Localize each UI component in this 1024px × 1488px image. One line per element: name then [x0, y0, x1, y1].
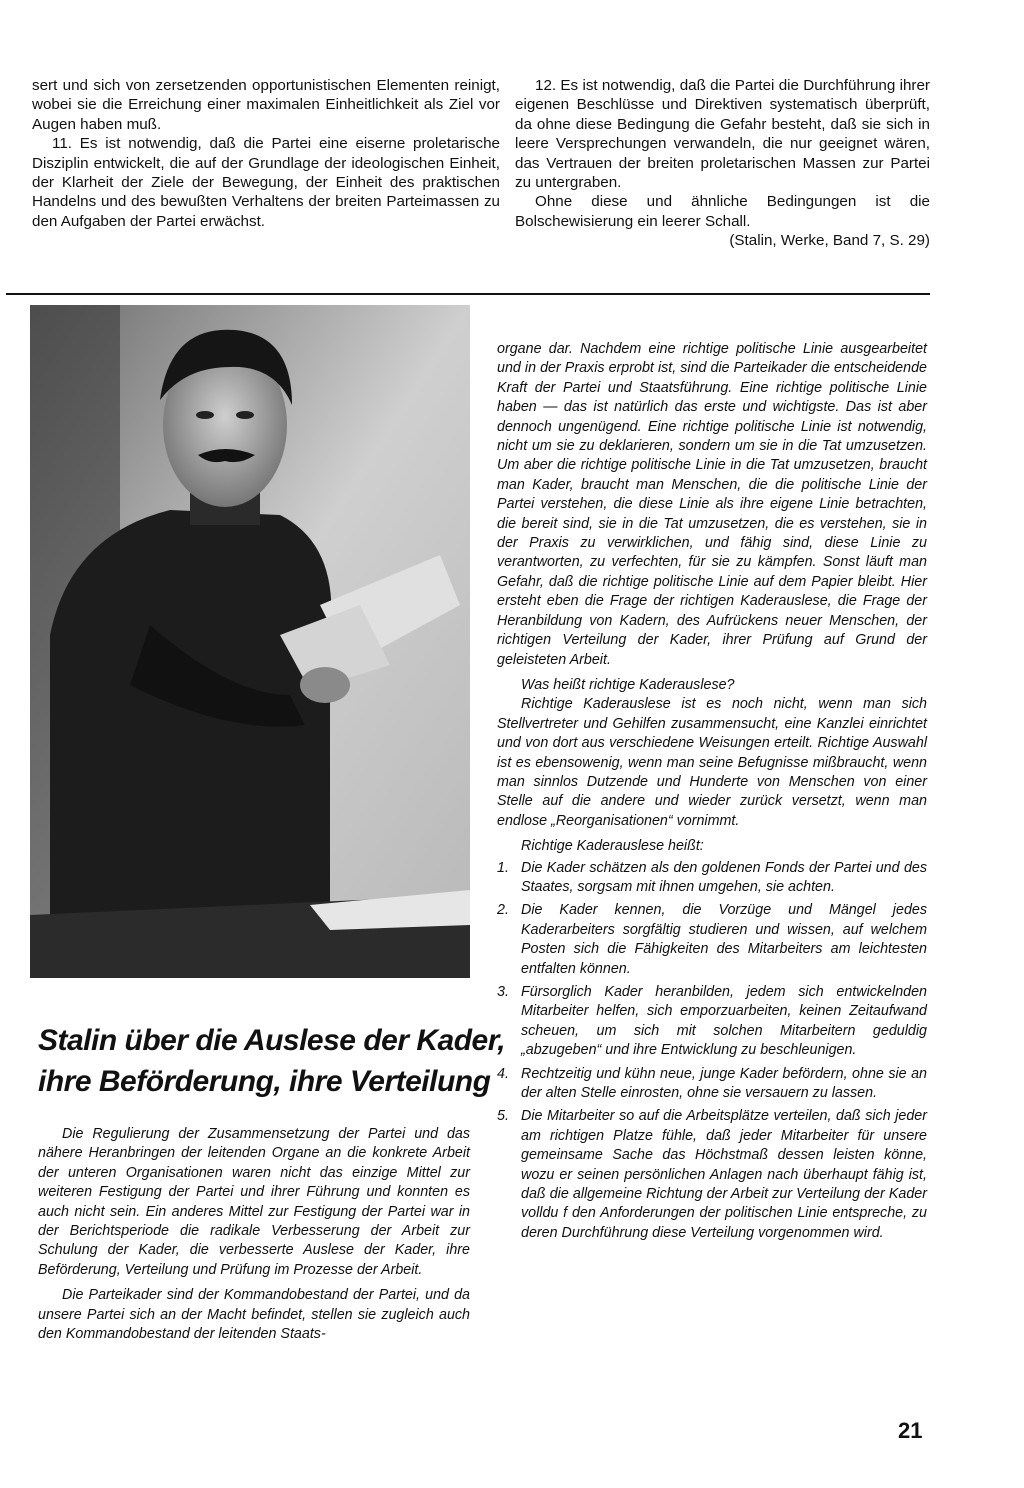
list-item: [497, 983, 927, 1061]
paragraph: Richtige Kaderauslese ist es noch nicht, wenn man sich Stellvertreter und Gehilfen zusammensucht, eine Kanzlei einrichtet und von dort aus verschiedene Weisungen erteilt. Richtige Auswahl ist es ebensowenig, wenn man seine Befugnisse mißbraucht, wenn man sinnlos Dutzende und Hunderte von Menschen von einer Stelle auf die andere und wieder zurück versetzt, wenn man endlose „Reorganisationen“ vornimmt.: [497, 696, 927, 829]
list-number: 1.: [497, 859, 509, 876]
top-left-column: [32, 76, 500, 231]
list-number: 3.: [497, 984, 509, 1000]
title-line-1: Stalin über die Auslese der Kader,: [38, 1024, 506, 1057]
citation-source: (Stalin, Werke, Band 7, S. 29): [729, 232, 930, 250]
paragraph: organe dar. Nachdem eine richtige politische Linie ausgearbeitet und in der Praxis erprobt ist, sind die Parteikader die entscheidende Kraft der Partei und Staatsführung. Eine richtige politische Linie haben — das ist natürlich das erste und wichtigste. Das ist aber dennoch ungenügend. Eine richtige politische Linie ist notwendig, nicht um sie zu deklarieren, sondern um sie in die Tat umzusetzen. Um aber die richtige politische Linie in die Tat umzusetzen, braucht man Kader, braucht man Menschen, die die politische Linie der Partei verstehen, die diese Linie als ihre eigene Linie betrachten, die bereit sind, sie in die Tat umzusetzen, die es verstehen, sie in der Praxis zu verwirklichen, und fähig sind, diese Linie zu verantworten, zu verfechten, für sie zu kämpfen. Sonst läuft man Gefahr, daß die richtige politische Linie auf dem Papier bleibt. Hier ersteht eben die Frage der richtigen Kaderauslese, die Frage der Heranbildung von Kadern, des Aufrückens neuer Menschen, der richtigen Verteilung der Kader, ihrer Prüfung auf Grund der geleisteten Arbeit.: [497, 341, 927, 668]
list-number: 4.: [497, 1065, 509, 1082]
list-intro: Richtige Kaderauslese heißt:: [521, 838, 704, 855]
question-heading: Was heißt richtige Kaderauslese?: [521, 676, 735, 693]
bottom-left-column: [38, 1125, 470, 1344]
paragraph: Die Parteikader sind der Kommandobestand der Partei, und da unsere Partei sich an der Macht befindet, stellen sie zugleich auch den Kommandobestand der leitenden Staats-: [38, 1287, 470, 1343]
list-number: 5.: [497, 1108, 509, 1125]
paragraph: sert und sich von zersetzenden opportunistischen Elementen reinigt, wobei sie die Erreichung einer maximalen Einheitlichkeit als Ziel vor Augen haben muß.: [32, 77, 500, 133]
top-right-column: [515, 76, 930, 251]
list-item: [497, 901, 927, 979]
page-number: 21: [898, 1418, 923, 1443]
numbered-list: [497, 859, 927, 1244]
list-text: Die Kader kennen, die Vorzüge und Mängel jedes Kaderarbeiters sorgfältig studieren und wissen, auf welchem Posten sich die Fähigkeiten des Mitarbeiters am leichtesten entfalten können.: [521, 902, 927, 977]
list-item: [497, 859, 927, 898]
list-text: Fürsorglich Kader heranbilden, jedem sich entwickelnden Mitarbeiter helfen, sich emporzuarbeiten, keinen Zeitaufwand scheuen, um sich mit solchen Mitarbeitern geduldig „abzugeben“ und ihre Entwicklung zu beschleunigen.: [521, 984, 927, 1059]
list-item: [497, 1065, 927, 1104]
right-column: [497, 340, 927, 1247]
list-item: [497, 1107, 927, 1243]
list-text: Rechtzeitig und kühn neue, junge Kader befördern, ohne sie an der alten Stelle einrosten, ohne sie versauern zu lassen.: [521, 1065, 927, 1102]
section-divider: [6, 293, 930, 295]
list-text: Die Mitarbeiter so auf die Arbeitsplätze verteilen, daß sich jeder am richtigen Platze fühle, daß jeder Mitarbeiter für unsere gemeinsame Sache das Höchstmaß dessen leisten könne, wozu er seinen persönlichen Anlagen nach überhaupt fähig ist, daß die allgemeine Richtung der Arbeit zur Verteilung der Kader volldu f den Anforderungen der politischen Linie entspreche, zu deren Durchführung diese Verteilung vorgenommen wird.: [521, 1108, 927, 1241]
paragraph: 11. Es ist notwendig, daß die Partei eine eiserne proletarische Disziplin entwickelt, die auf der Grundlage der ideologischen Einheit, der Klarheit der Ziele der Bewegung, der Einheit des praktischen Handelns und des bewußten Verhaltens der breiten Parteimassen zu den Aufgaben der Partei erwächst.: [32, 135, 500, 230]
list-text: Die Kader schätzen als den goldenen Fonds der Partei und des Staates, sorgsam mit ihnen umgehen, sie achten.: [521, 859, 927, 895]
paragraph: 12. Es ist notwendig, daß die Partei die Durchführung ihrer eigenen Beschlüsse und Direktiven systematisch überprüft, da ohne diese Bedingung die Gefahr besteht, daß sie sich in leere Versprechungen verwandeln, die nur geeignet wären, das Vertrauen der breiten proletarischen Massen zur Partei zu untergraben.: [515, 77, 930, 192]
title-line-2: ihre Beförderung, ihre Verteilung: [38, 1065, 491, 1098]
article-title: [38, 1020, 506, 1102]
list-number: 2.: [497, 902, 509, 919]
paragraph: Ohne diese und ähnliche Bedingungen ist die Bolschewisierung ein leerer Schall.: [515, 193, 930, 230]
paragraph: Die Regulierung der Zusammensetzung der Partei und das nähere Heranbringen der leitenden Organe an die konkrete Arbeit der unteren Organisationen waren nicht das einzige Mittel zur weiteren Festigung der Partei und ihrer Führung und konnten es auch nicht sein. Ein anderes Mittel zur Festigung der Partei war in der Berichtsperiode die radikale Verbesserung der Arbeit zur Schulung der Kader, die verbesserte Auslese der Kader, ihre Beförderung, Verteilung und Prüfung im Prozesse der Arbeit.: [38, 1126, 470, 1278]
portrait-photo: [30, 305, 470, 978]
